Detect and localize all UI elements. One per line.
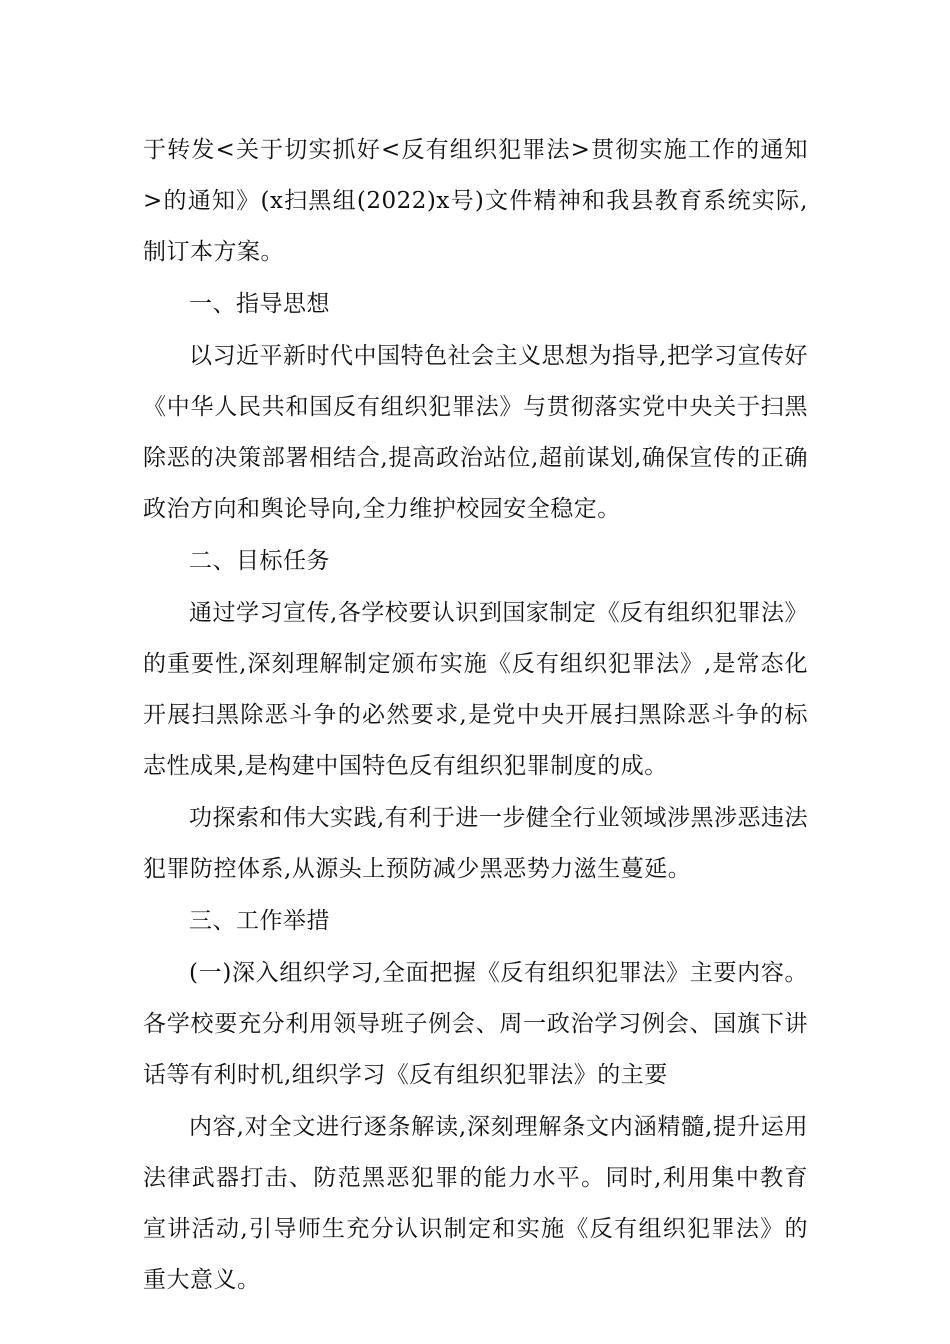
paragraph-measure-1-continued: 内容,对全文进行逐条解读,深刻理解条文内涵精髓,提升运用法律武器打击、防范黑恶犯罪的能力水平。同时,利用集中教育宣讲活动,引导师生充分认识制定和实施《反有组织犯罪法》的重大意义。 bbox=[143, 1114, 808, 1293]
paragraph-objectives-continued: 功探索和伟大实践,有利于进一步健全行业领域涉黑涉恶违法犯罪防控体系,从源头上预防减少黑恶势力滋生蔓延。 bbox=[143, 805, 808, 882]
paragraph-guiding-ideology: 以习近平新时代中国特色社会主义思想为指导,把学习宣传好《中华人民共和国反有组织犯罪法》与贯彻落实党中央关于扫黑除恶的决策部署相结合,提高政治站位,超前谋划,确保宣传的正确政治方向和舆论导向,全力维护校园安全稳定。 bbox=[143, 343, 808, 522]
paragraph-intro-continuation: 于转发<关于切实抓好<反有组织犯罪法>贯彻实施工作的通知>的通知》(x扫黑组(2022)x号)文件精神和我县教育系统实际,制订本方案。 bbox=[143, 137, 808, 265]
section-heading-guiding-ideology: 一、指导思想 bbox=[189, 291, 330, 317]
section-heading-measures: 三、工作举措 bbox=[189, 908, 330, 934]
section-heading-objectives: 二、目标任务 bbox=[189, 548, 330, 574]
document-body bbox=[143, 125, 808, 1306]
paragraph-measure-1: (一)深入组织学习,全面把握《反有组织犯罪法》主要内容。各学校要充分利用领导班子例会、周一政治学习例会、国旗下讲话等有利时机,组织学习《反有组织犯罪法》的主要 bbox=[143, 960, 808, 1088]
paragraph-objectives: 通过学习宣传,各学校要认识到国家制定《反有组织犯罪法》的重要性,深刻理解制定颁布实施《反有组织犯罪法》,是常态化开展扫黑除恶斗争的必然要求,是党中央开展扫黑除恶斗争的标志性成果,是构建中国特色反有组织犯罪制度的成。 bbox=[143, 600, 808, 779]
